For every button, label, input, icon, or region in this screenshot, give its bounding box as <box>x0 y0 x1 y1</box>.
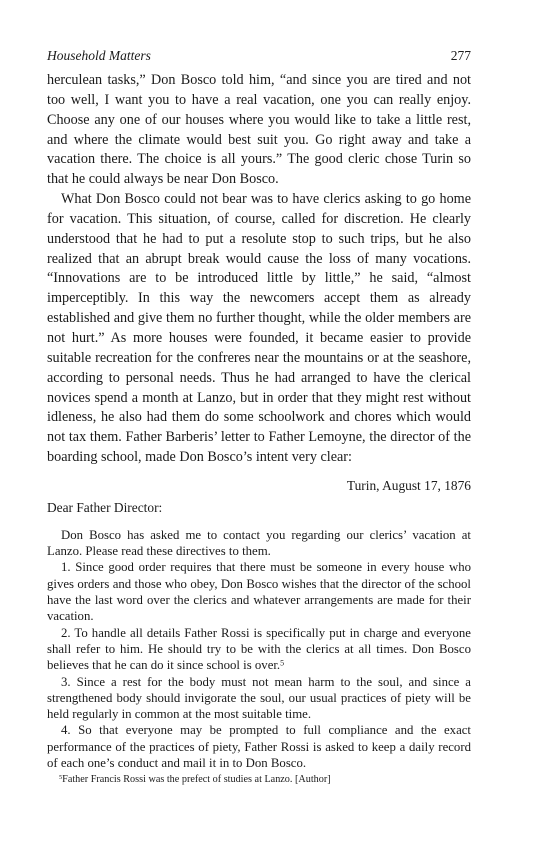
letter-paragraph <box>47 625 471 674</box>
page-number: 277 <box>450 48 471 63</box>
letter-salutation: Dear Father Director: <box>47 499 163 515</box>
footnote <box>47 773 471 786</box>
letter-paragraph: 4. So that everyone may be prompted to full compliance and the exact performance of the practices of piety, Father Rossi is asked to keep a daily record of each one’s conduct and mail it in to Don Bosco. <box>47 723 471 771</box>
letter-paragraph: Don Bosco has asked me to contact you regarding our clerics’ vacation at Lanzo. Please read these directives to them. <box>47 527 471 559</box>
letter-paragraph: 3. Since a rest for the body must not mean harm to the soul, and since a strengthened body should invigorate the soul, our usual practices of piety will be held regularly in common at the most suitable time. <box>47 674 471 722</box>
letter-body <box>47 527 471 771</box>
letter-paragraph-text: 2. To handle all details Father Rossi is specifically put in charge and everyone shall refer to him. He should try to be with the clerics at all times. Don Bosco believes that he can do it since school is over. <box>47 625 471 673</box>
book-page <box>47 47 471 786</box>
footnote-reference[interactable]: 5 <box>280 658 285 668</box>
letter-date-line: Turin, August 17, 1876 <box>346 477 471 493</box>
running-header <box>47 47 471 71</box>
body-text <box>47 71 471 468</box>
body-paragraph: What Don Bosco could not bear was to have clerics asking to go home for vacation. This situation, of course, called for discretion. He clearly understood that he had to put a resolute stop to such trips, but he also realized that an abrupt break would cause the loss of many vocations. “Innovations are to be introduced little by little,” he said, “almost imperceptibly. In this way the newcomers accept them as already established and give them no further thought, while the older members are not hurt.” As more houses were founded, it became easier to provide suitable recreation for the confreres near the mountains or at the seashore, according to personal needs. Thus he had arranged to have the clerical novices spend a month at Lanzo, but in order that they might rest without idleness, he also had them do some schoolwork and chores which would not tax them. Father Barberis’ letter to Father Lemoyne, the director of the boarding school, made Don Bosco’s intent very clear: <box>47 191 471 466</box>
footnote-text: Father Francis Rossi was the prefect of studies at Lanzo. [Author] <box>62 774 331 786</box>
letter-paragraph: 1. Since good order requires that there must be someone in every house who gives orders and those who obey, Don Bosco wishes that the director of the school have the last word over the clerics and whatever arrangements are made for their vacation. <box>47 560 471 624</box>
footnote-marker: 5 <box>59 774 63 782</box>
running-title: Household Matters <box>47 48 151 63</box>
body-paragraph: herculean tasks,” Don Bosco told him, “and since you are tired and not too well, I want you to have a real vacation, one you can really enjoy. Choose any one of our houses where you would like to take a little rest, and where the climate would best suit you. Go right away and take a vacation there. The choice is all yours.” The good cleric chose Turin so that he could always be near Don Bosco. <box>47 72 471 188</box>
